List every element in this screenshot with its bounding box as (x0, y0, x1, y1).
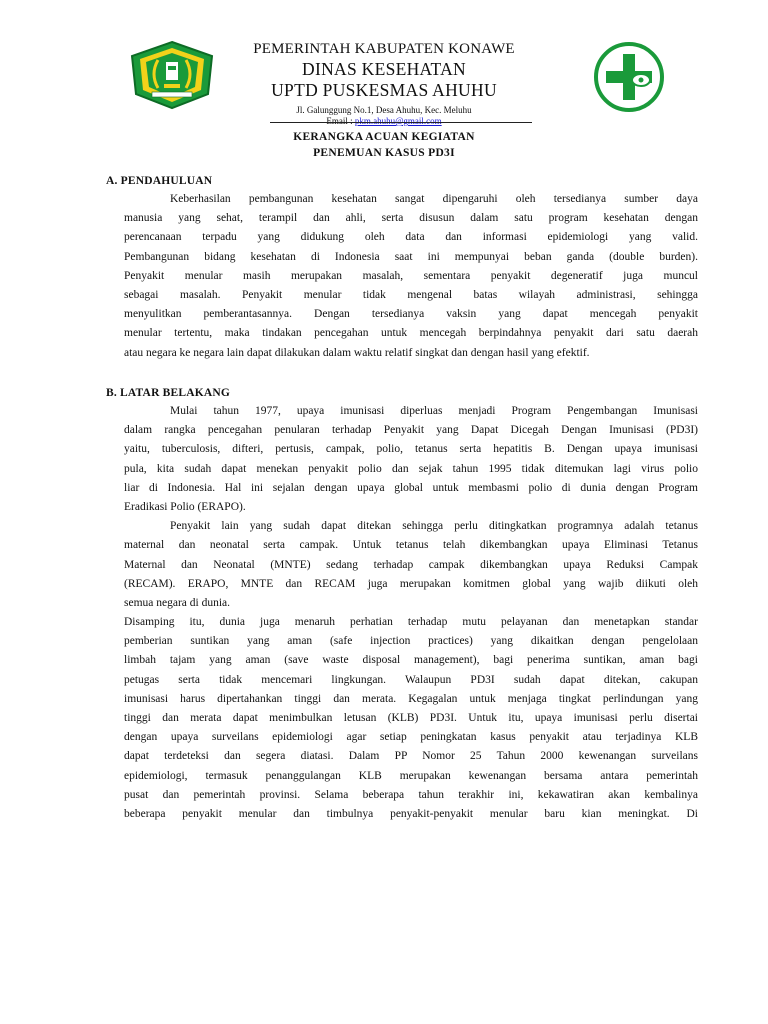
paragraph-line: pusat dan pemerintah provinsi. Selama beberapa tahun terakhir ini, kekawatiran akan kembalinya (124, 788, 698, 801)
paragraph-line: pemberian suntikan yang aman (safe injection practices) yang dikaitkan dengan pengelolaan (124, 635, 698, 648)
title-line-1: KERANGKA ACUAN KEGIATAN (293, 131, 475, 143)
paragraph-line: manusia yang sehat, terampil dan ahli, serta disusun dalam satu program kesehatan dengan (124, 212, 698, 225)
paragraph-line: Maternal dan Neonatal (MNTE) sedang terhadap campak dikembangkan upaya Reduksi Campak (124, 558, 698, 571)
paragraph-line: Disamping itu, dunia juga menaruh perhatian terhadap mutu pelayanan dan menetapkan standar (124, 616, 698, 629)
email-label: Email : (326, 116, 355, 126)
paragraph-line: menyulitkan pemberantasannya. Dengan tersedianya vaksin yang dapat mencegah penyakit (124, 308, 698, 321)
address: Jl. Galunggung No.1, Desa Ahuhu, Kec. Meluhu (296, 105, 472, 115)
paragraph-line: Eradikasi Polio (ERAPO). (124, 500, 246, 513)
paragraph-line: petugas serta tidak mencemari lingkungan. Walaupun PD3I sudah dapat ditekan, cakupan (124, 673, 698, 686)
paragraph-line: Pembangunan bidang kesehatan di Indonesia saat ini mempunyai beban ganda (double burden). (124, 250, 698, 263)
paragraph-line: limbah tajam yang aman (save waste disposal management), bagi penerima suntikan, aman bagi (124, 654, 698, 667)
puskesmas-logo (592, 40, 666, 114)
paragraph-line: atau negara ke negara lain dapat dilakukan dalam waktu relatif singkat dan dengan hasil yang efektif. (124, 346, 590, 359)
paragraph-line: Keberhasilan pembangunan kesehatan sangat dipengaruhi oleh tersedianya sumber daya (170, 193, 698, 205)
paragraph-line: imunisasi harus dipertahankan tinggi dan merata. Kegagalan untuk menjaga tingkat perlindungan yang (124, 692, 698, 705)
paragraph-line: pula, kita sudah dapat menekan penyakit polio dan sejak tahun 1995 tidak ditemukan lagi virus polio (124, 462, 698, 475)
section-a-heading: A. PENDAHULUAN (106, 175, 213, 187)
document-title (0, 129, 768, 161)
paragraph-line: dengan upaya surveilans epidemiologi agar setiap peningkatan kasus penyakit atau terjadinya KLB (124, 731, 698, 744)
paragraph-line: dalam rangka pencegahan penularan terhadap Penyakit yang Dapat Dicegah Dengan Imunisasi (PD3I) (124, 424, 698, 437)
paragraph-line: maternal dan neonatal serta campak. Untuk tetanus telah dikembangkan upaya Eliminasi Tetanus (124, 539, 698, 552)
section-b-heading: B. LATAR BELAKANG (106, 387, 231, 399)
paragraph-line: Penyakit lain yang sudah dapat ditekan sehingga perlu ditingkatkan programnya adalah tetanus (170, 520, 698, 533)
title-line-2: PENEMUAN KASUS PD3I (313, 147, 455, 159)
section-b-body (124, 402, 698, 824)
email-link[interactable]: pkm.ahuhu@gmail.com (354, 116, 442, 126)
puskesmas-name: UPTD PUSKESMAS AHUHU (271, 80, 497, 100)
paragraph-line: beberapa penyakit menular dan timbulnya penyakit-penyakit menular baru kian meningkat. Di (124, 807, 698, 820)
paragraph-line: Penyakit menular masih merupakan masalah, sementara penyakit degeneratif juga muncul (124, 269, 698, 282)
paragraph-line: Mulai tahun 1977, upaya imunisasi diperluas menjadi Program Pengembangan Imunisasi (170, 405, 698, 417)
paragraph-line: liar di Indonesia. Hal ini sejalan dengan upaya global untuk membasmi polio di dunia dengan Program (124, 481, 698, 494)
paragraph-line: tinggi dan merata dapat menimbulkan letusan (KLB) PD3I. Untuk itu, upaya imunisasi perlu disertai (124, 712, 698, 724)
letterhead-divider (270, 122, 532, 123)
paragraph-line: sebagai masalah. Penyakit menular tidak mengenal batas wilayah administrasi, sehingga (124, 288, 698, 301)
department-name: DINAS KESEHATAN (302, 59, 466, 79)
paragraph-line: epidemiologi, termasuk penanggulangan KLB merupakan kewenangan bersama antara pemerintah (124, 769, 698, 782)
section-a-body (124, 190, 698, 363)
paragraph-line: semua negara di dunia. (124, 596, 231, 609)
paragraph-line: menular tertentu, maka tindakan pencegahan untuk mencegah berpindahnya penyakit dari satu daerah (124, 327, 698, 340)
government-name: PEMERINTAH KABUPATEN KONAWE (253, 41, 515, 57)
paragraph-line: yaitu, tuberculosis, difteri, pertusis, campak, polio, tetanus serta hepatitis B. Dengan upaya imunisasi (124, 443, 698, 456)
paragraph-line: (RECAM). ERAPO, MNTE dan RECAM juga merupakan komitmen global yang wajib diikuti oleh (124, 577, 698, 590)
paragraph-line: perencanaan terpadu yang didukung oleh data dan informasi epidemiologi yang valid. (124, 231, 698, 244)
paragraph-line: dapat terdeteksi dan segera diatasi. Dalam PP Nomor 25 Tahun 2000 kewenangan surveilans (124, 750, 698, 763)
